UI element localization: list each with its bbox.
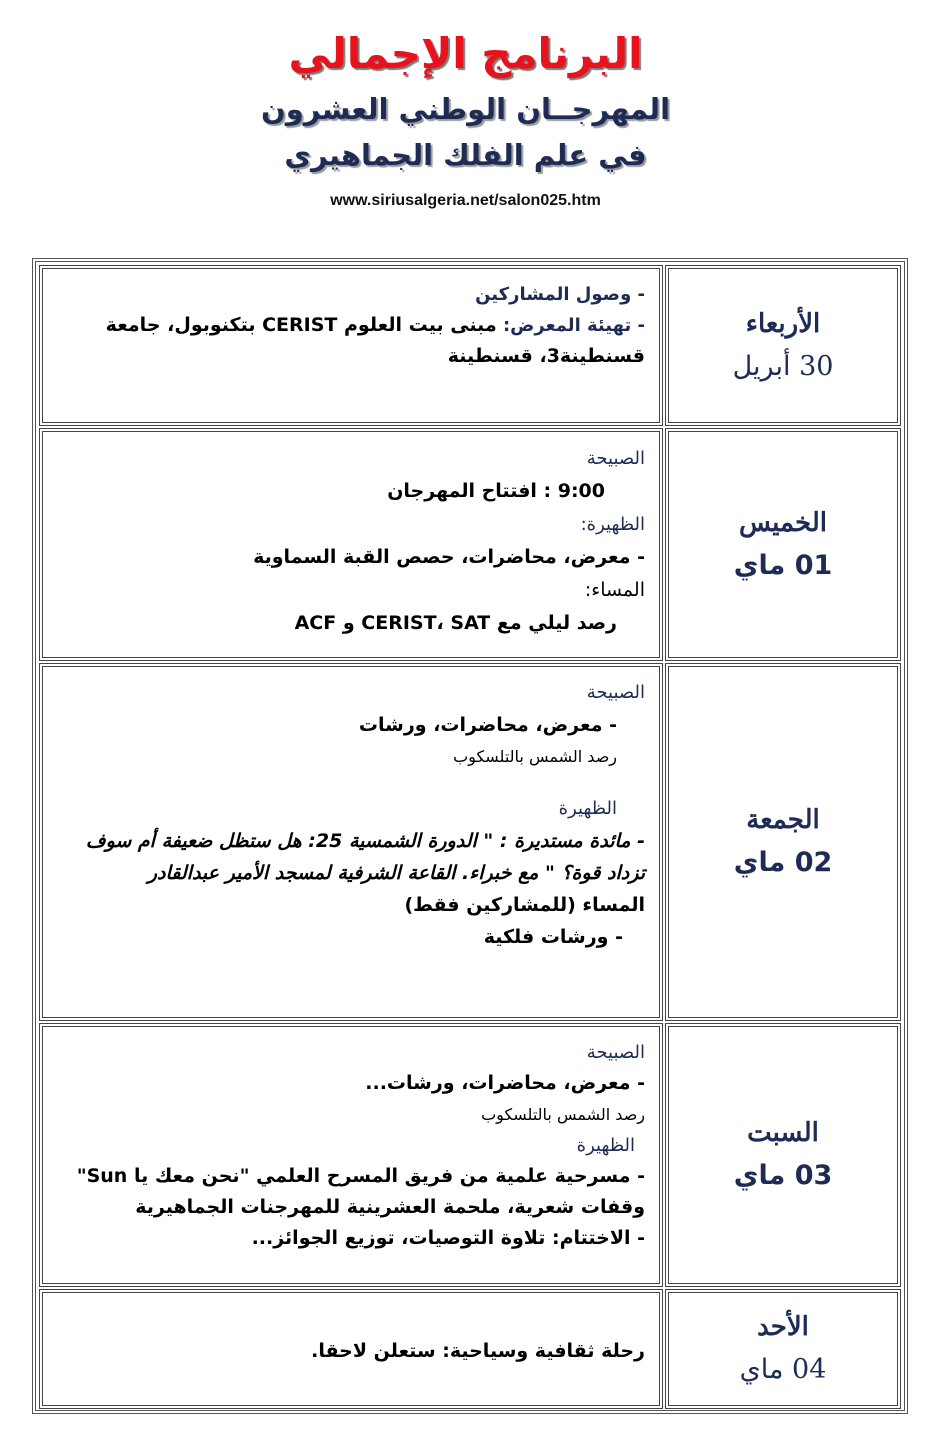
day-name: الأحد	[757, 1312, 809, 1342]
day-name: الأربعاء	[745, 308, 821, 339]
day-date: 01 ماي	[733, 549, 833, 581]
festival-name-line1: المهرجــان الوطني العشرون	[260, 92, 671, 126]
schedule-row-wednesday	[39, 265, 901, 426]
day-cell	[665, 428, 901, 661]
day-date: 04 ماي	[739, 1354, 827, 1385]
activity-line	[53, 310, 645, 372]
activities-cell	[39, 265, 663, 426]
day-name: الخميس	[739, 507, 827, 538]
activity-line: - معرض، محاضرات، حصص القبة السماوية	[253, 546, 645, 568]
activity-line: - معرض، محاضرات، ورشات...	[365, 1072, 645, 1094]
activity-line: رصد الشمس بالتلسكوب	[481, 1105, 645, 1124]
schedule-table	[32, 258, 908, 1414]
activity-line: - مائدة مستديرة : " الدورة الشمسية 25: هل ستظل ضعيفة أم سوف تزداد قوة؟ " مع خبراء. القاعة الشرفية لمسجد الأمير عبدالقادر	[79, 830, 645, 884]
activity-line: المساء (للمشاركين فقط)	[404, 894, 645, 916]
day-date: 03 ماي	[733, 1160, 833, 1191]
period-label: الصبيحة	[586, 1042, 645, 1063]
festival-name-line2: في علم الفلك الجماهيري	[284, 138, 647, 172]
activity-line: - ورشات فلكية	[483, 926, 623, 948]
activities-cell	[39, 663, 663, 1021]
activity-line: رصد ليلي مع CERIST، SAT و ACF	[294, 612, 617, 634]
header	[0, 22, 931, 210]
activity-text: مبنى بيت العلوم CERIST بتكنوبول، جامعة قسنطينة3، قسنطينة	[99, 314, 645, 367]
activity-line: - وصول المشاركين	[475, 284, 645, 305]
activity-line: رحلة ثقافية وسياحية: ستعلن لاحقا.	[311, 1339, 645, 1362]
activity-line: - معرض، محاضرات، ورشات	[358, 714, 617, 736]
period-label: الظهيرة:	[580, 514, 645, 535]
day-name: السبت	[747, 1118, 819, 1148]
schedule-row-saturday	[39, 1023, 901, 1287]
period-label: الظهيرة	[558, 798, 617, 819]
activities-cell	[39, 428, 663, 661]
period-label: الصبيحة	[586, 682, 645, 703]
period-label: الظهيرة	[576, 1135, 635, 1156]
period-label: الصبيحة	[586, 448, 645, 469]
activity-label: - تهيئة المعرض:	[496, 315, 645, 336]
activity-line: - الاختتام: تلاوة التوصيات، توزيع الجوائز...	[251, 1227, 645, 1249]
period-label: المساء:	[584, 579, 645, 601]
activities-cell	[39, 1023, 663, 1287]
day-cell	[665, 265, 901, 426]
day-date: 02 ماي	[733, 847, 833, 878]
day-date: 30 أبريل	[732, 350, 834, 382]
schedule-row-sunday	[39, 1289, 901, 1409]
activity-line: 9:00 : افتتاح المهرجان	[387, 480, 605, 502]
day-name: الجمعة	[746, 805, 820, 835]
activity-line: - مسرحية علمية من فريق المسرح العلمي "نحن معك يا Sun"	[76, 1165, 645, 1187]
day-cell	[665, 1023, 901, 1287]
page-title: البرنامج الإجمالي	[288, 29, 643, 78]
activity-line: وقفات شعرية، ملحمة العشرينية للمهرجنات الجماهيرية	[135, 1196, 645, 1218]
schedule-row-friday	[39, 663, 901, 1021]
day-cell	[665, 663, 901, 1021]
activity-line: رصد الشمس بالتلسكوب	[453, 747, 617, 766]
website-url[interactable]: www.siriusalgeria.net/salon025.htm	[330, 192, 601, 209]
activities-cell	[39, 1289, 663, 1409]
schedule-row-thursday	[39, 428, 901, 661]
day-cell	[665, 1289, 901, 1409]
